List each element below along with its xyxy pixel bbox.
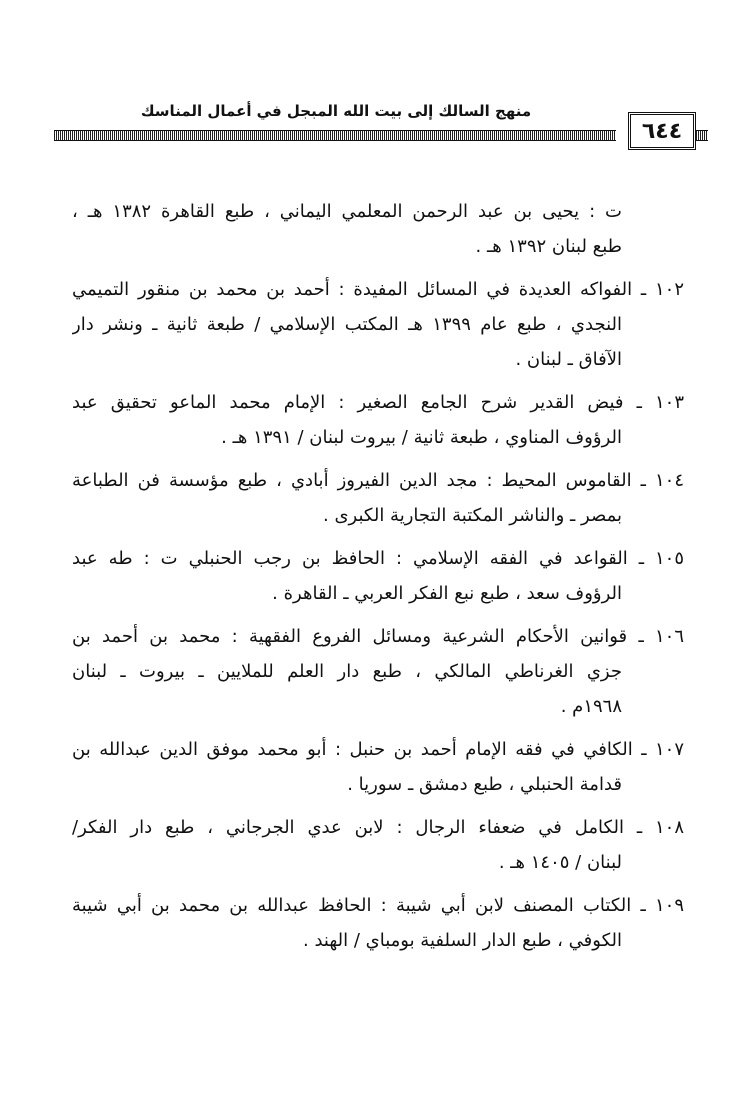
entry-line: ١٠٢ ـ الفواكه العديدة في المسائل المفيدة : أحمد بن محمد بن منقور التميمي — [72, 279, 684, 300]
entry-line: ١٠٥ ـ القواعد في الفقه الإسلامي : الحافظ بن رجب الحنبلي ت : طه عبد — [72, 548, 684, 569]
continued-entry — [72, 194, 684, 264]
entry-line: الرؤوف سعد ، طبع نبع الفكر العربي ـ القاهرة . — [272, 583, 622, 604]
bibliography-entry-102 — [72, 272, 684, 377]
entry-line: ١٠٩ ـ الكتاب المصنف لابن أبي شيبة : الحافظ عبدالله بن محمد بن أبي شيبة — [72, 895, 684, 916]
entry-line: لبنان / ١٤٠٥ هـ . — [498, 852, 622, 873]
running-header — [48, 96, 708, 156]
bibliography-entry-105 — [72, 541, 684, 611]
entry-line: جزي الغرناطي المالكي ، طبع دار العلم للملايين ـ بيروت ـ لبنان — [72, 661, 622, 682]
bibliography-entry-104 — [72, 463, 684, 533]
entry-line: ١٠٦ ـ قوانين الأحكام الشرعية ومسائل الفروع الفقهية : محمد بن أحمد بن — [72, 626, 684, 647]
entry-line: ١٠٧ ـ الكافي في فقه الإمام أحمد بن حنبل : أبو محمد موفق الدين عبدالله بن — [72, 739, 684, 760]
entry-line: الرؤوف المناوي ، طبعة ثانية / بيروت لبنان / ١٣٩١ هـ . — [221, 427, 622, 448]
entry-line: الكوفي ، طبع الدار السلفية بومباي / الهند . — [303, 930, 622, 951]
header-title: منهج السالك إلى بيت الله المبجل في أعمال المناسك — [140, 102, 532, 120]
entry-line: بمصر ـ والناشر المكتبة التجارية الكبرى . — [323, 505, 622, 526]
entry-line: ١٩٦٨م . — [560, 696, 622, 717]
header-rule-left — [54, 130, 616, 141]
entry-line: ١٠٨ ـ الكامل في ضعفاء الرجال : لابن عدي الجرجاني ، طبع دار الفكر/ — [72, 817, 684, 838]
entry-line: قدامة الحنبلي ، طبع دمشق ـ سوريا . — [347, 774, 622, 795]
header-rule-right — [696, 130, 708, 141]
entry-line: ١٠٤ ـ القاموس المحيط : مجد الدين الفيروز أبادي ، طبع مؤسسة فن الطباعة — [72, 470, 684, 491]
bibliography-entry-107 — [72, 732, 684, 802]
page-number: ٦٤٤ — [628, 112, 696, 150]
bibliography-entry-103 — [72, 385, 684, 455]
entry-line: طبع لبنان ١٣٩٢ هـ . — [475, 236, 622, 257]
entry-line: ١٠٣ ـ فيض القدير شرح الجامع الصغير : الإمام محمد الماعو تحقيق عبد — [72, 392, 684, 413]
entry-line: ت : يحيى بن عبد الرحمن المعلمي اليماني ، طبع القاهرة ١٣٨٢ هـ ، — [72, 201, 622, 222]
bibliography-entry-109 — [72, 888, 684, 958]
entry-line: الآفاق ـ لبنان . — [515, 349, 622, 370]
bibliography-entry-106 — [72, 619, 684, 724]
bibliography-list — [72, 194, 684, 966]
entry-line: النجدي ، طبع عام ١٣٩٩ هـ المكتب الإسلامي / طبعة ثانية ـ ونشر دار — [72, 314, 622, 335]
bibliography-entry-108 — [72, 810, 684, 880]
